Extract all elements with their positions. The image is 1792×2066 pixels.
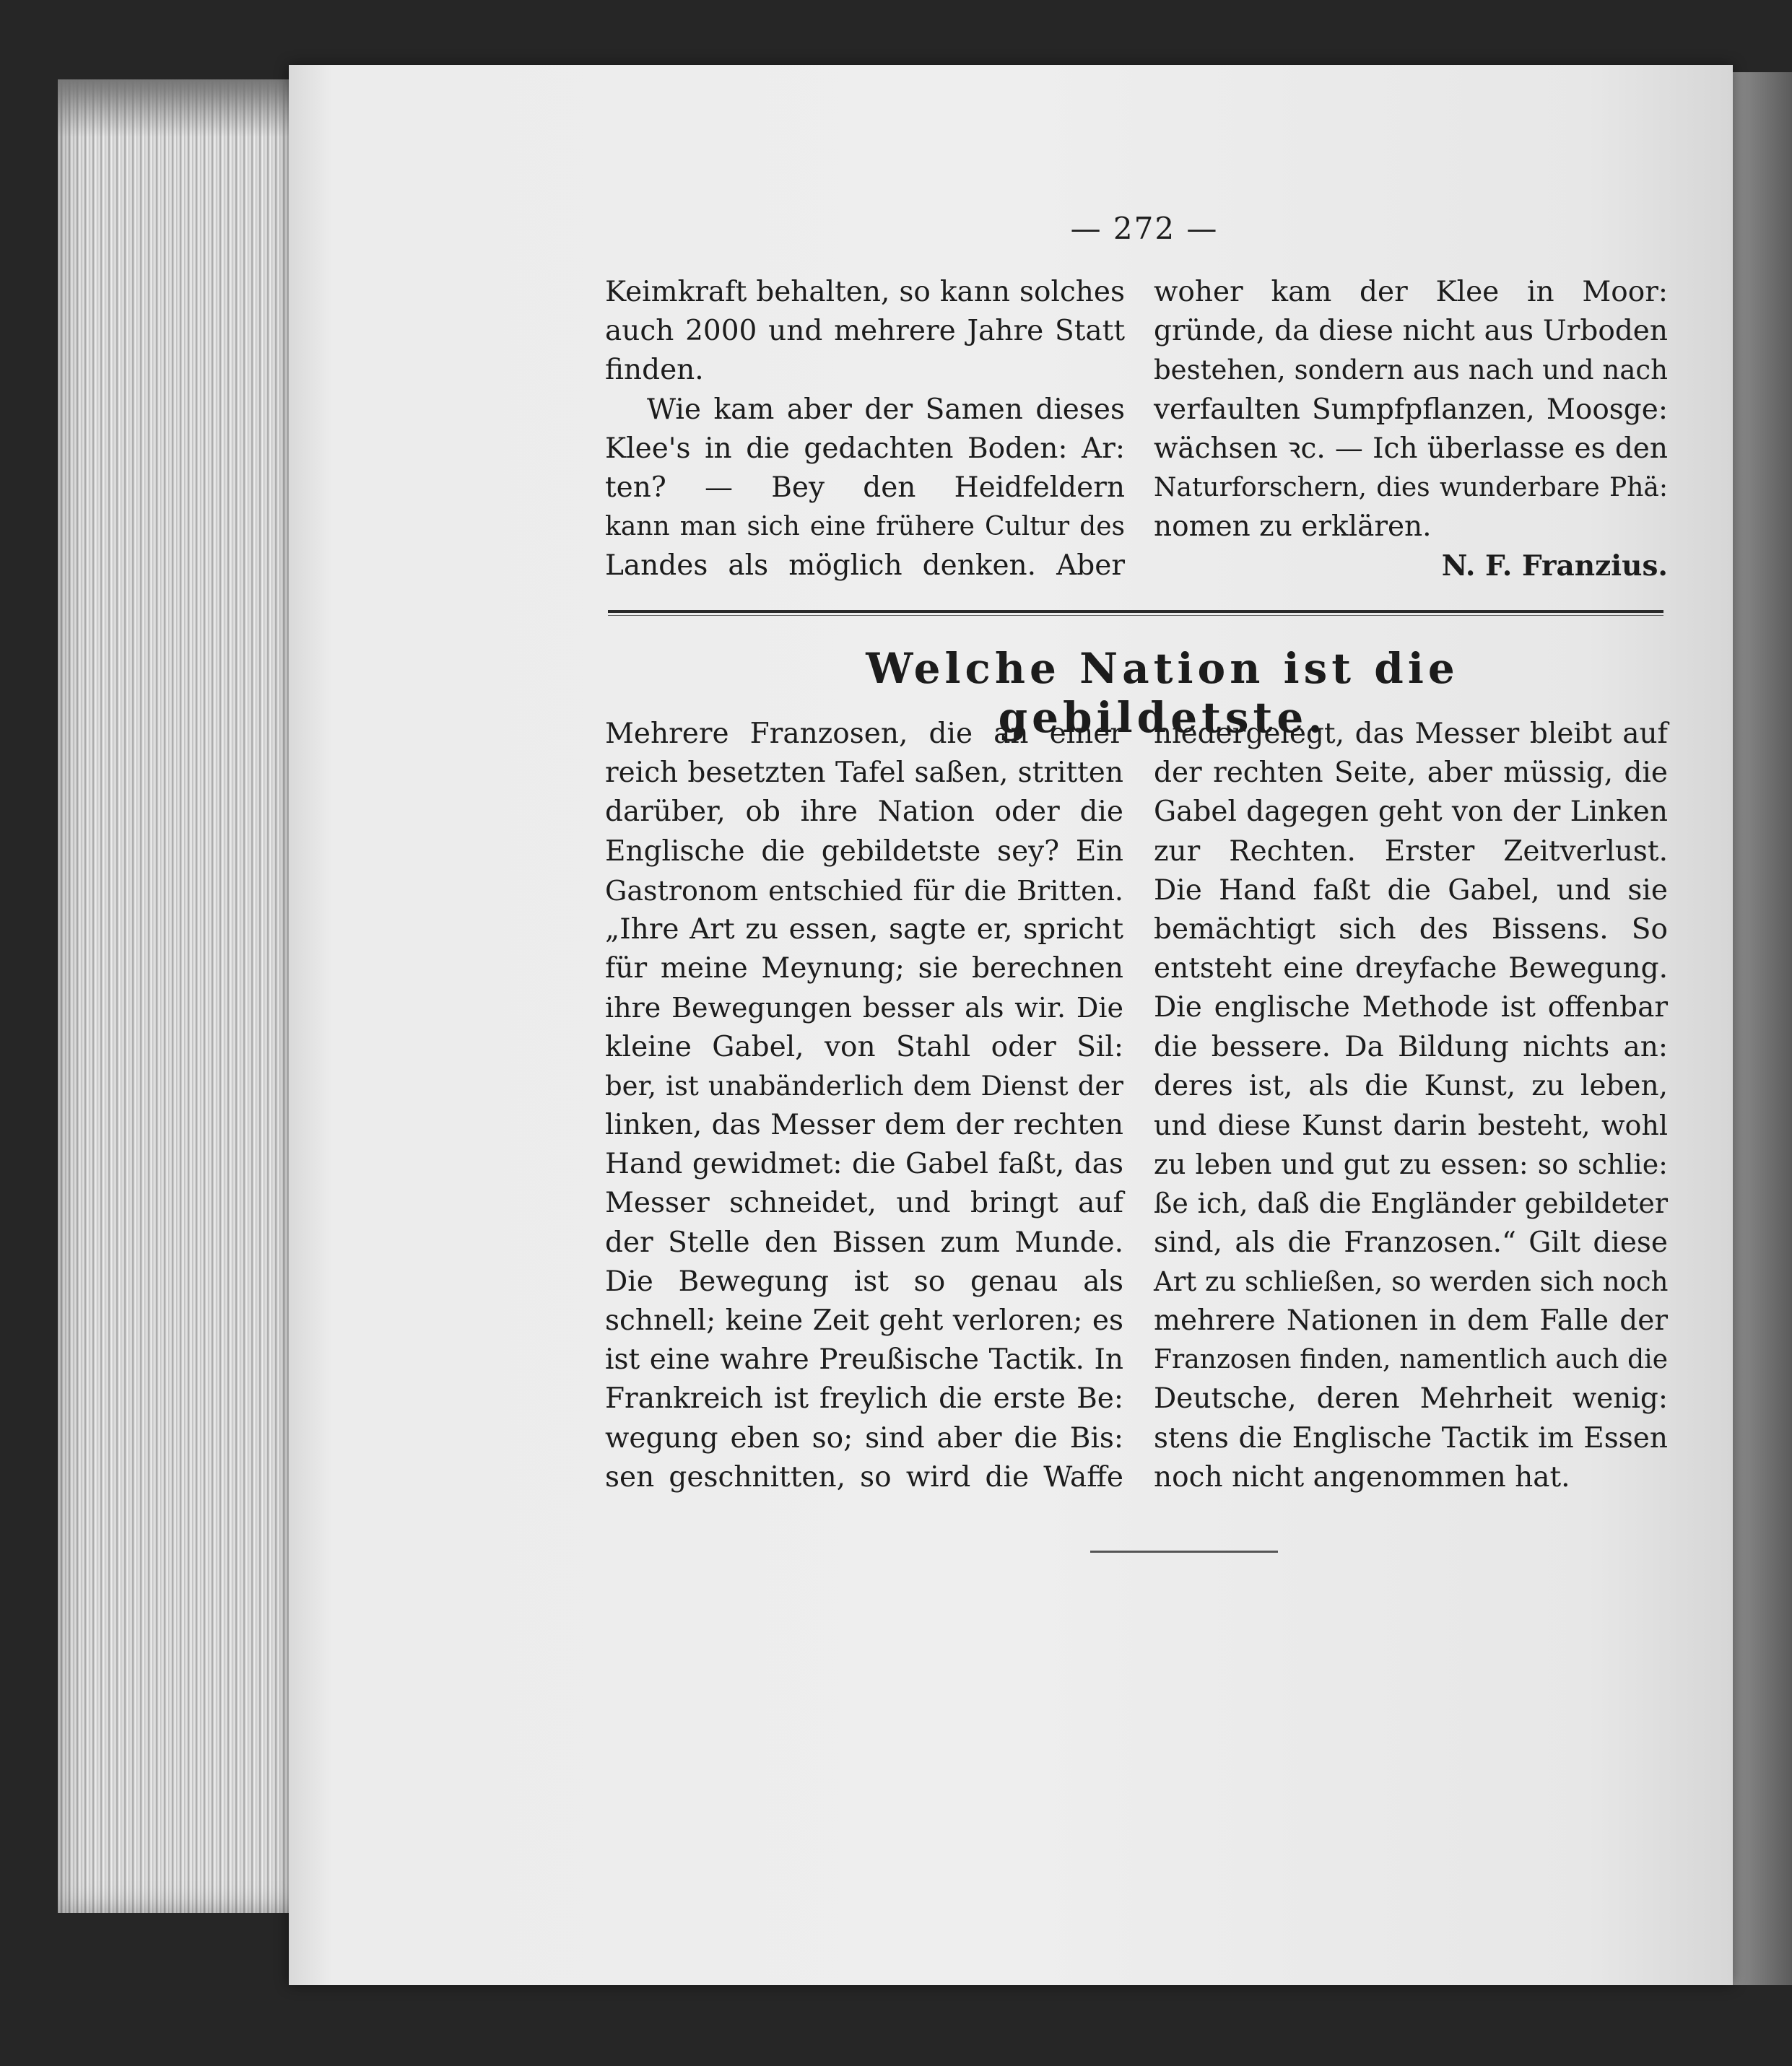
text-line: nomen zu erklären. [1154,510,1432,544]
text-line: Die englische Methode ist offenbar [1154,991,1668,1024]
text-line: stens die Englische Tactik im Essen [1154,1421,1668,1455]
text-line: entsteht eine dreyfache Bewegung. [1154,952,1668,985]
author-signature: N. F. Franzius. [1441,549,1668,583]
page-edges [58,79,318,1913]
text-line: Die Hand faßt die Gabel, und sie [1154,873,1668,907]
text-line: gründe, da diese nicht aus Urboden [1154,315,1668,348]
text-line: kleine Gabel, von Stahl oder Sil: [605,1030,1123,1063]
text-line: „Ihre Art zu essen, sagte er, spricht [605,913,1123,946]
text-line: Frankreich ist freylich die erste Be: [605,1382,1123,1416]
text-line: Klee's in die gedachten Boden: Ar: [605,432,1125,465]
text-line: niedergelegt, das Messer bleibt auf [1154,718,1668,750]
text-line: sen geschnitten, so wird die Waffe [605,1460,1123,1494]
text-line: Franzosen finden, namentlich auch die [1154,1345,1668,1375]
text-line: auch 2000 und mehrere Jahre Statt [605,315,1125,348]
text-line: der rechten Seite, aber müssig, die [1154,757,1668,790]
text-line: bemächtigt sich des Bissens. So [1154,913,1668,946]
text-line: ber, ist unabänderlich dem Dienst der [605,1070,1123,1102]
text-line: zur Rechten. Erster Zeitverlust. [1154,834,1668,868]
text-line: ße ich, daß die Engländer gebildeter [1154,1187,1668,1220]
text-line: wegung eben so; sind aber die Bis: [605,1421,1123,1455]
text-line: ihre Bewegungen besser als wir. Die [605,992,1123,1024]
article-title: Welche Nation ist die gebildetste. [866,644,1459,742]
text-line: Englische die gebildetste sey? Ein [605,834,1123,868]
text-line: finden. [605,354,704,387]
text-line: der Stelle den Bissen zum Munde. [605,1226,1123,1259]
text-line: bestehen, sondern aus nach und nach [1154,354,1668,386]
text-line: deres ist, als die Kunst, zu leben, [1154,1069,1668,1102]
article2-left-column [605,715,1123,1497]
text-line: die bessere. Da Bildung nichts an: [1154,1030,1668,1063]
text-line: reich besetzten Tafel saßen, stritten [605,757,1123,790]
text-line: ist eine wahre Preußische Tactik. In [605,1343,1123,1377]
text-line: Gastronom entschied für die Britten. [605,874,1123,907]
section-divider-thin [608,615,1663,616]
end-rule [1090,1551,1278,1553]
text-line: zu leben und gut zu essen: so schlie: [1154,1148,1668,1181]
text-line: woher kam der Klee in Moor: [1154,276,1668,308]
text-line: kann man sich eine frühere Cultur des [605,512,1125,542]
page-number: — 272 — [1070,211,1219,246]
text-line: noch nicht angenommen hat. [1154,1460,1570,1494]
text-line: Die Bewegung ist so genau als [605,1265,1123,1298]
text-line: wächsen ꝛc. — Ich überlasse es den [1154,432,1668,465]
text-line: Landes als möglich denken. Aber [605,549,1125,583]
text-line: Gabel dagegen geht von der Linken [1154,796,1668,829]
text-line: Wie kam aber der Samen dieses [647,393,1125,426]
text-line: verfaulten Sumpfpflanzen, Moosge: [1154,393,1668,426]
text-line: Deutsche, deren Mehrheit wenig: [1154,1382,1668,1416]
article2-right-column [1154,715,1668,1497]
text-line: Mehrere Franzosen, die an einer [605,718,1123,750]
section-divider [608,610,1663,613]
text-line: Art zu schließen, so werden sich noch [1154,1265,1669,1297]
text-line: schnell; keine Zeit geht verloren; es [605,1304,1123,1338]
text-line: Naturforschern, dies wunderbare Phä: [1154,473,1668,503]
text-line: für meine Meynung; sie berechnen [605,952,1123,985]
text-line: sind, als die Franzosen.“ Gilt diese [1154,1226,1668,1259]
text-line: und diese Kunst darin besteht, wohl [1154,1110,1668,1142]
text-line: Keimkraft behalten, so kann solches [605,276,1125,308]
text-line: darüber, ob ihre Nation oder die [605,796,1123,829]
text-line: Hand gewidmet: die Gabel faßt, das [605,1148,1123,1181]
text-line: Messer schneidet, und bringt auf [605,1187,1123,1220]
text-line: ten? — Bey den Heidfeldern [605,471,1125,505]
article1-left-column [605,273,1125,586]
text-line: mehrere Nationen in dem Falle der [1154,1304,1668,1338]
article1-right-column [1154,273,1668,586]
text-line: linken, das Messer dem der rechten [605,1109,1123,1142]
